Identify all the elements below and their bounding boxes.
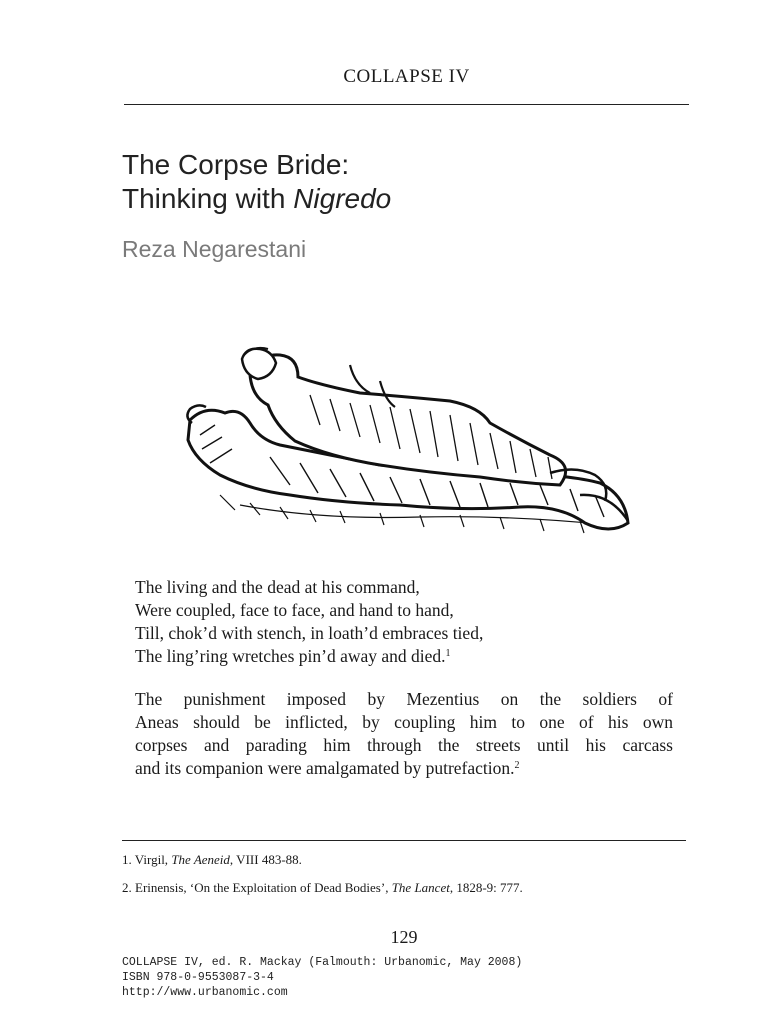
title-line-1: The Corpse Bride: [122, 149, 350, 180]
header-rule [124, 104, 689, 105]
footnote-italic: The Aeneid [171, 852, 230, 867]
verse-line: Till, chok’d with stench, in loath’d embraces tied, [135, 623, 484, 643]
footnote-rule [122, 840, 686, 841]
footnote-ref-1[interactable]: 1 [445, 648, 451, 659]
article-title [122, 148, 682, 216]
woodcut-illustration-icon [180, 345, 635, 540]
colophon-isbn: ISBN 978-0-9553087-3-4 [122, 971, 274, 984]
page-number: 129 [390, 927, 418, 947]
running-head: COLLAPSE IV [343, 66, 470, 87]
prose-line: and its companion were amalgamated by putrefaction.$^2$ [135, 758, 520, 778]
prose-line: corpses and parading him through the streets until his carcass [135, 735, 673, 755]
author-name: Reza Negarestani [122, 236, 307, 262]
footnote-text: , 1828-9: 777. [449, 880, 523, 895]
verse-line: Were coupled, face to face, and hand to hand, [135, 600, 454, 620]
colophon [122, 955, 522, 1000]
prose-line: The punishment imposed by Mezentius on the soldiers of [135, 689, 673, 709]
footnote-ref-2[interactable]: 2 [514, 760, 520, 771]
title-line-2 [122, 182, 682, 216]
colophon-url-link[interactable]: http://www.urbanomic.com [122, 986, 288, 999]
epigraph-prose [135, 688, 673, 780]
prose-line: Aneas should be inflicted, by coupling him to one of his own [135, 712, 673, 732]
footnote-text: Erinensis, ‘On the Exploitation of Dead Bodies’, [135, 880, 392, 895]
title-italic-word: Nigredo [293, 183, 392, 214]
footnote-italic: The Lancet [391, 880, 450, 895]
colophon-citation: COLLAPSE IV, ed. R. Mackay (Falmouth: Urbanomic, May 2008) [122, 956, 523, 969]
footnote-1 [122, 852, 686, 868]
epigraph-verse [135, 576, 675, 668]
footnote-text: Virgil, [134, 852, 172, 867]
footnote-number: 1. [122, 852, 132, 867]
footnote-text: , VIII 483-88. [229, 852, 302, 867]
title-line-2-prefix: Thinking with [122, 183, 294, 214]
footnote-2 [122, 880, 686, 896]
verse-line: The living and the dead at his command, [135, 577, 420, 597]
footnote-number: 2. [122, 880, 132, 895]
verse-line: The ling’ring wretches pin’d away and died.$^1$ [135, 646, 451, 666]
